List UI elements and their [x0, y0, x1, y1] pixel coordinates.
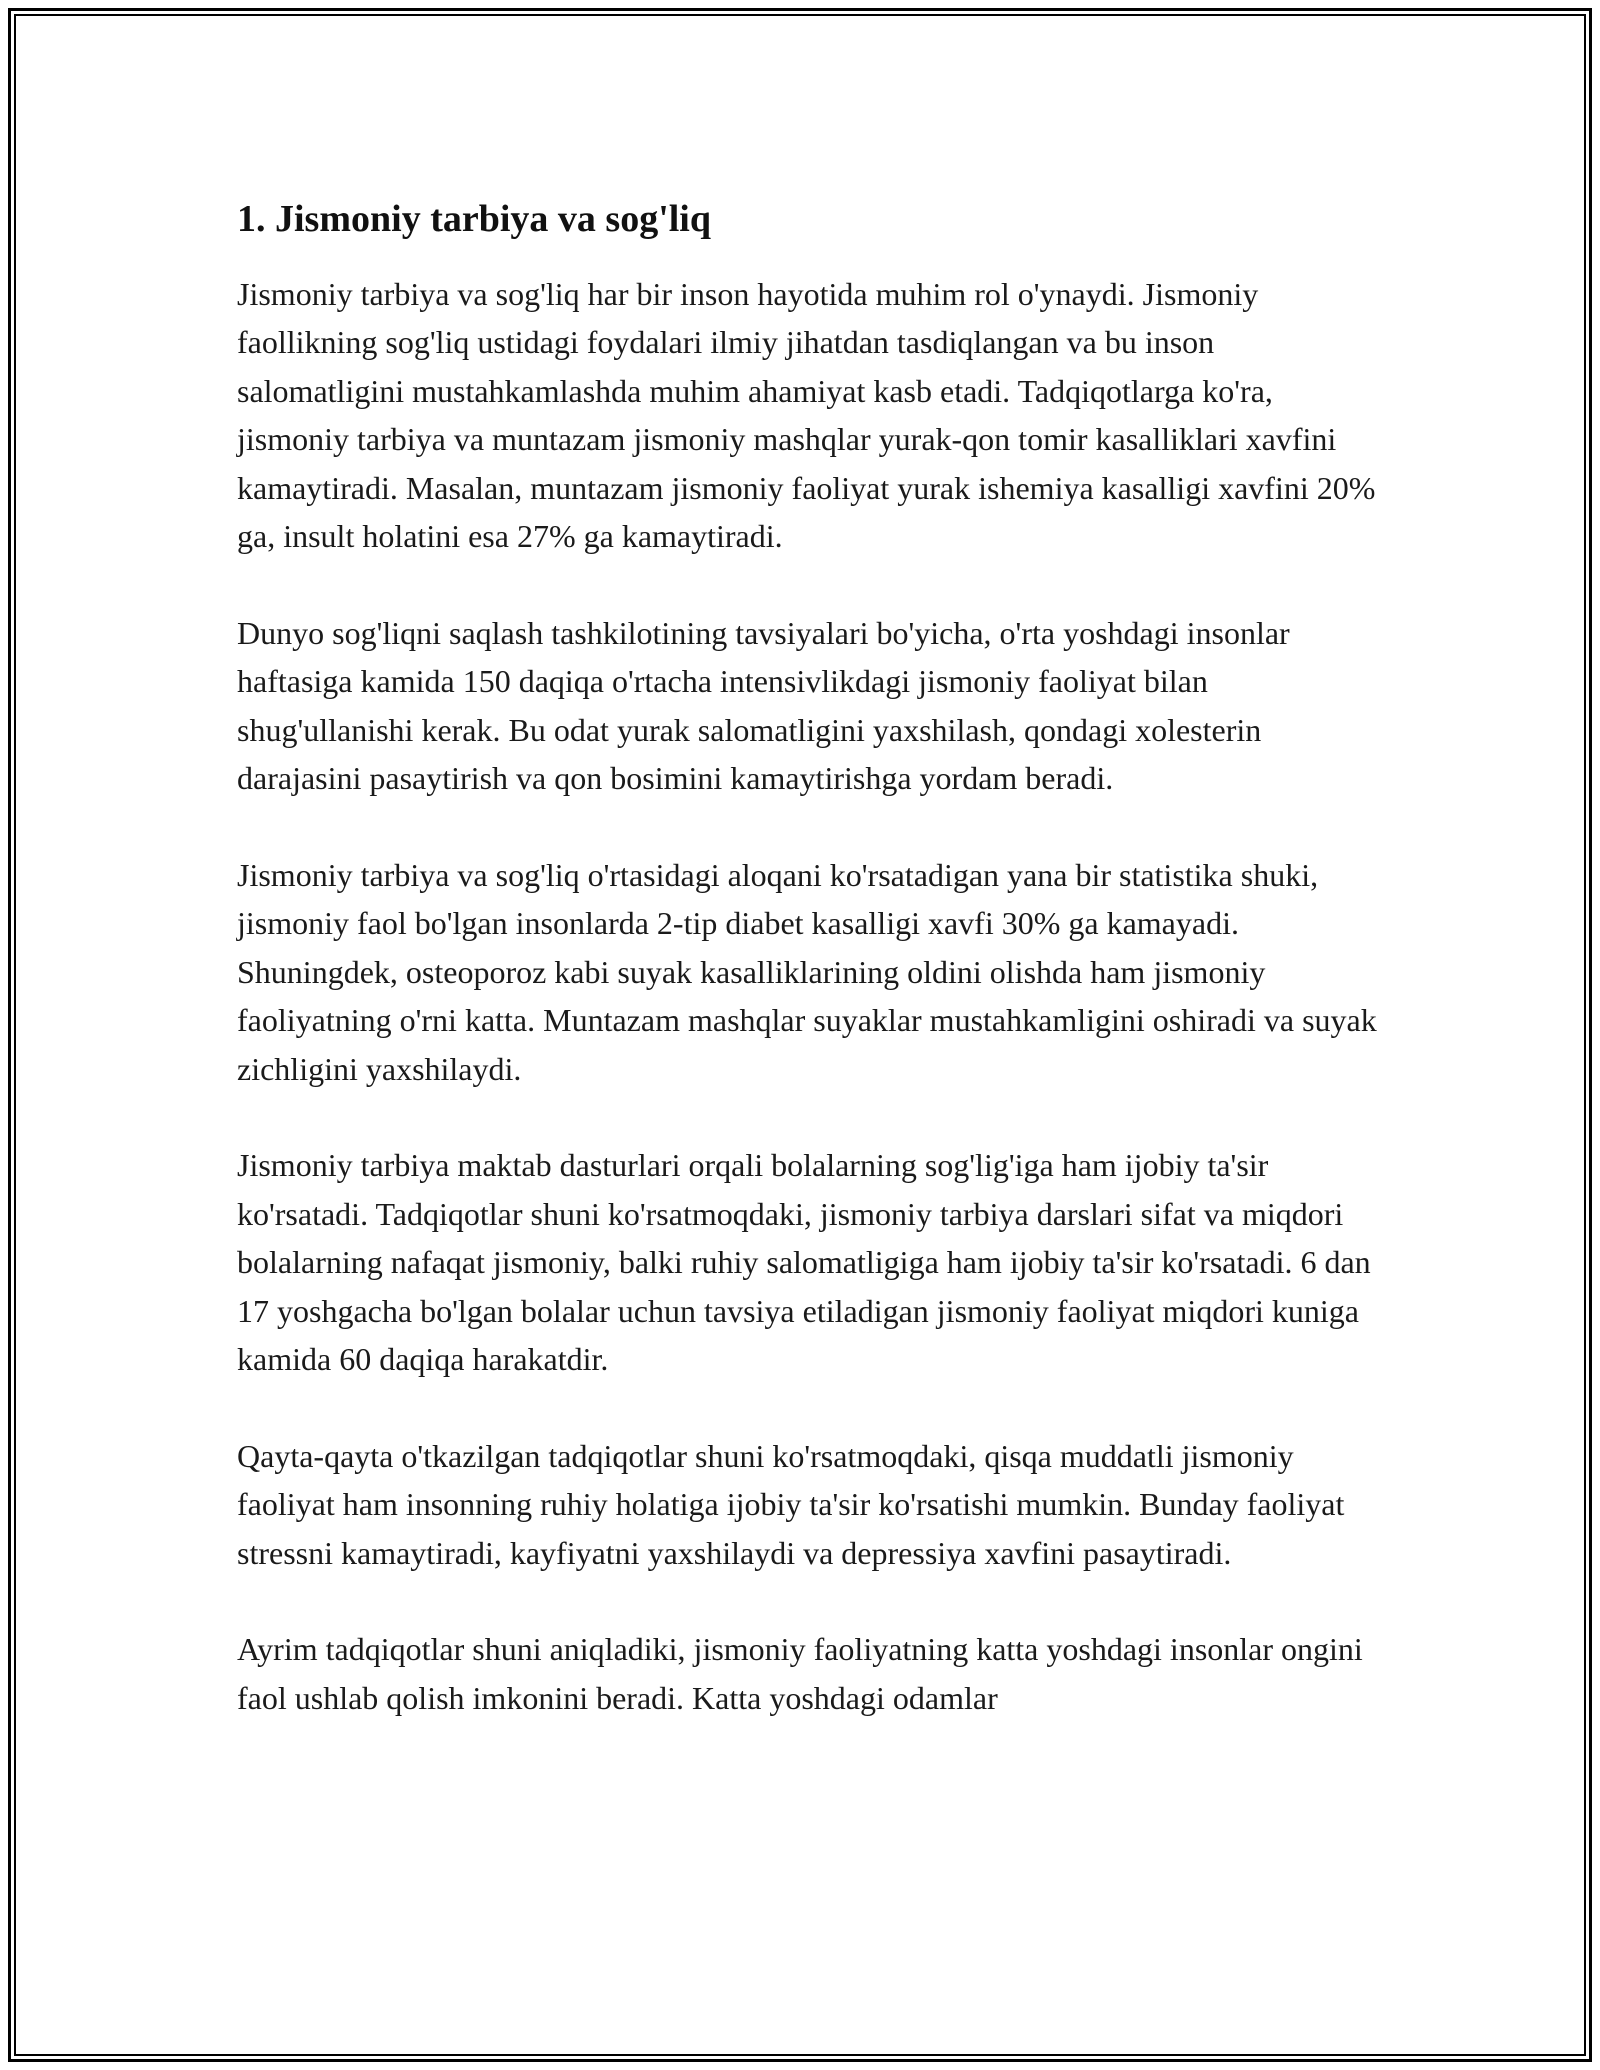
- section-heading: 1. Jismoniy tarbiya va sog'liq: [237, 198, 711, 240]
- paragraph-3: Jismoniy tarbiya va sog'liq o'rtasidagi aloqani ko'rsatadigan yana bir statistika shuki, jismoniy faol bo'lgan insonlarda 2-tip diabet kasalligi xavfi 30% ga kamayadi. Shuningdek, osteoporoz kabi suyak kasalliklarining oldini olishda ham jismoniy faoliyatning o'rni katta. Muntazam mashqlar suyaklar mustahkamligini oshiradi va suyak zichligini yaxshilaydi.: [237, 856, 1377, 1087]
- paragraph-1: Jismoniy tarbiya va sog'liq har bir inson hayotida muhim rol o'ynaydi. Jismoniy faollikning sog'liq ustidagi foydalari ilmiy jihatdan tasdiqlangan va bu inson salomatligini mustahkamlashda muhim ahamiyat kasb etadi. Tadqiqotlarga ko'ra, jismoniy tarbiya va muntazam jismoniy mashqlar yurak-qon tomir kasalliklari xavfini kamaytiradi. Masalan, muntazam jismoniy faoliyat yurak ishemiya kasalligi xavfini 20% ga, insult holatini esa 27% ga kamaytiradi.: [237, 275, 1376, 554]
- paragraph-2: Dunyo sog'liqni saqlash tashkilotining tavsiyalari bo'yicha, o'rta yoshdagi insonlar haftasiga kamida 150 daqiqa o'rtacha intensivlikdagi jismoniy faoliyat bilan shug'ullanishi kerak. Bu odat yurak salomatligini yaxshilash, qondagi xolesterin darajasini pasaytirish va qon bosimini kamaytirishga yordam beradi.: [237, 614, 1290, 796]
- paragraph-6: Ayrim tadqiqotlar shuni aniqladiki, jismoniy faoliyatning katta yoshdagi insonlar ongini faol ushlab qolish imkonini beradi. Katta yoshdagi odamlar: [237, 1631, 1363, 1716]
- document-body: [237, 196, 1387, 1770]
- paragraph-5: Qayta-qayta o'tkazilgan tadqiqotlar shuni ko'rsatmoqdaki, qisqa muddatli jismoniy faoliyat ham insonning ruhiy holatiga ijobiy ta'sir ko'rsatishi mumkin. Bunday faoliyat stressni kamaytiradi, kayfiyatni yaxshilaydi va depressiya xavfini pasaytiradi.: [237, 1437, 1345, 1571]
- paragraph-4: Jismoniy tarbiya maktab dasturlari orqali bolalarning sog'lig'iga ham ijobiy ta'sir ko'rsatadi. Tadqiqotlar shuni ko'rsatmoqdaki, jismoniy tarbiya darslari sifat va miqdori bolalarning nafaqat jismoniy, balki ruhiy salomatligiga ham ijobiy ta'sir ko'rsatadi. 6 dan 17 yoshgacha bo'lgan bolalar uchun tavsiya etiladigan jismoniy faoliyat miqdori kuniga kamida 60 daqiqa harakatdir.: [237, 1147, 1371, 1377]
- page-border: [8, 8, 1592, 2062]
- page-border-inner: [14, 14, 1586, 2056]
